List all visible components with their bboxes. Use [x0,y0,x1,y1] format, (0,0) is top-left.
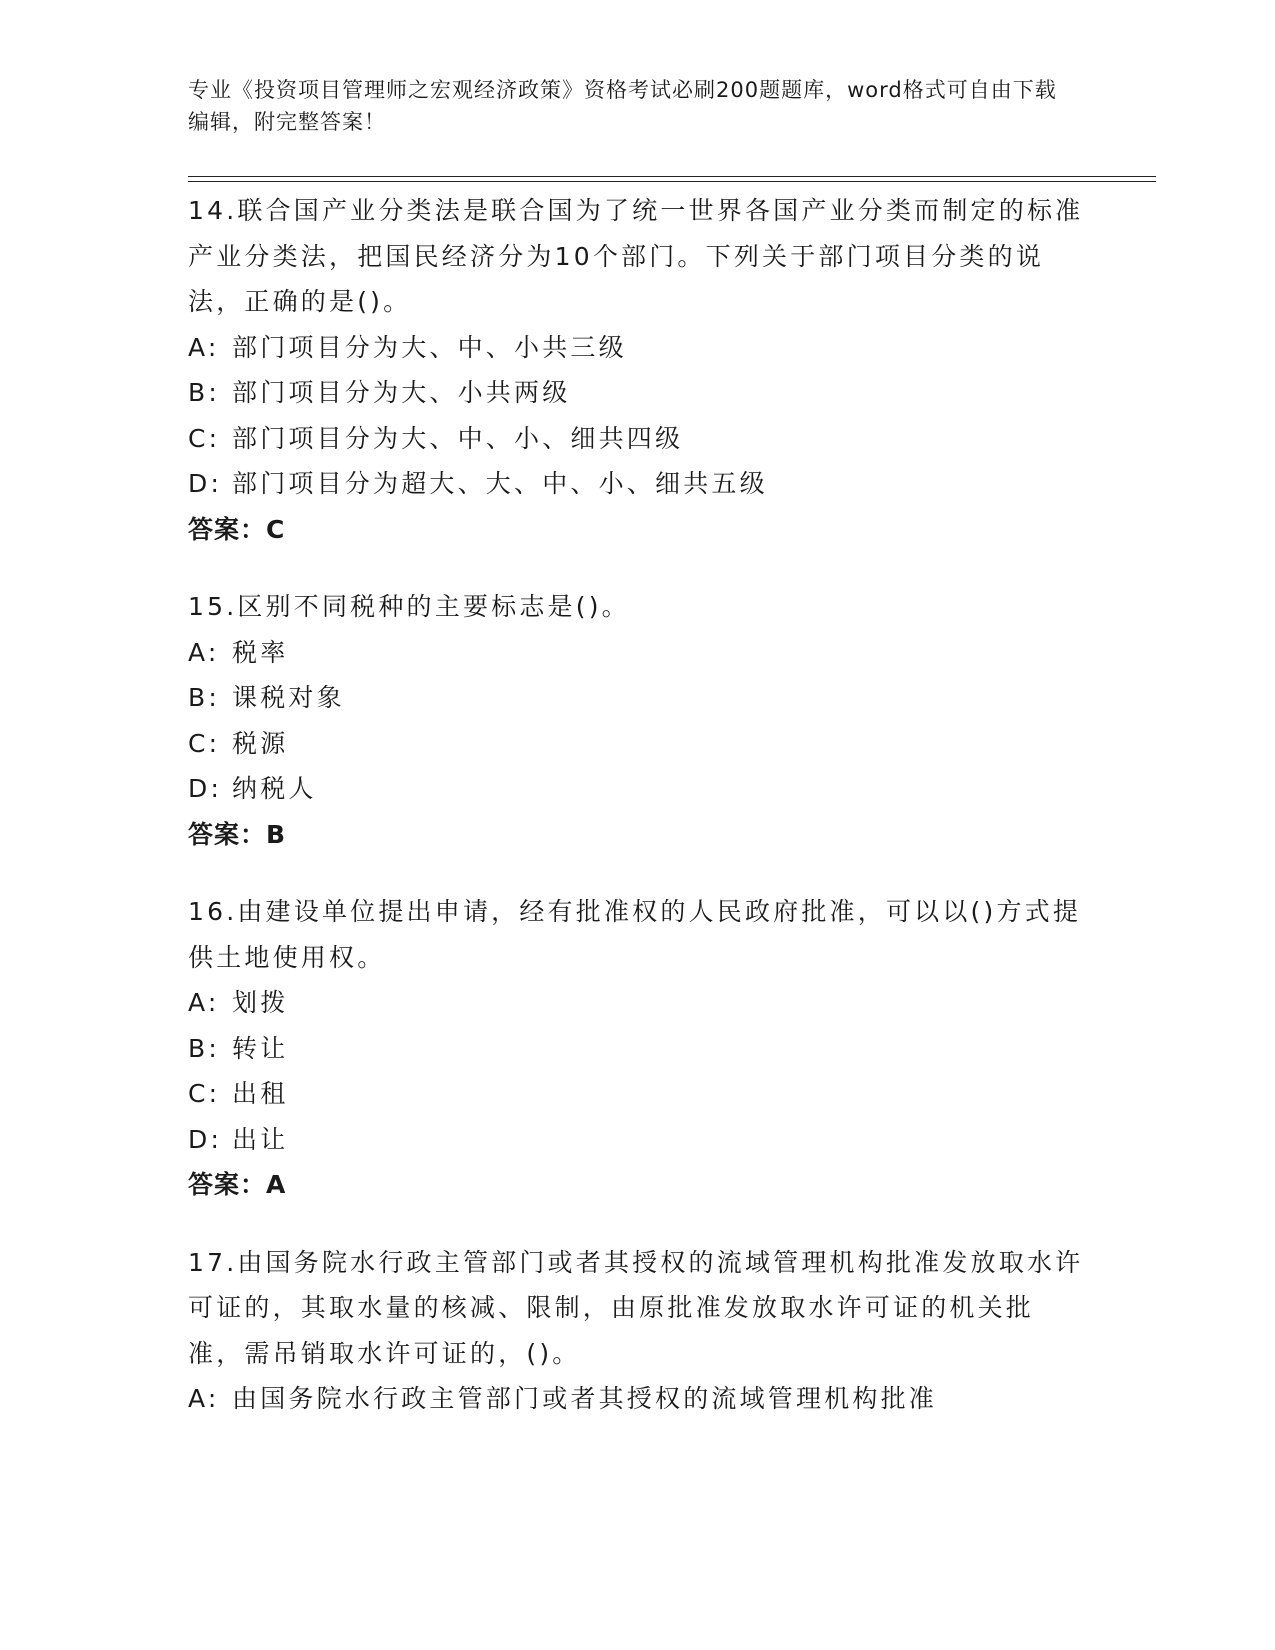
option-text: 部门项目分为大、小共两级 [232,378,571,407]
header-divider-top [188,176,1156,177]
question-15 [188,584,1088,857]
option-text: 划拨 [232,988,289,1017]
option-letter: B: [188,683,220,712]
option-letter: A: [188,988,220,1017]
option-letter: C: [188,728,221,758]
question-stem: 14.联合国产业分类法是联合国为了统一世界各国产业分类而制定的标准产业分类法，把国民经济分为10个部门。下列关于部门项目分类的说法，正确的是()。 [188,196,1084,316]
option-b [188,1026,1088,1072]
option-text: 部门项目分为大、中、小共三级 [232,332,627,362]
option-text: 税源 [232,728,289,758]
option-a [188,980,1088,1026]
option-letter: C: [188,423,221,453]
option-letter: A: [188,332,220,362]
question-14 [188,188,1088,552]
option-d [188,1117,1088,1163]
question-stem: 16.由建设单位提出申请，经有批准权的人民政府批准，可以以()方式提供土地使用权。 [188,897,1082,972]
option-text: 课税对象 [232,683,345,712]
option-d [188,766,1088,812]
option-c [188,416,1088,462]
option-a [188,630,1088,676]
option-b [188,675,1088,721]
question-17 [188,1240,1088,1422]
option-text: 部门项目分为大、中、小、细共四级 [232,423,684,453]
answer-label: 答案：B [188,819,287,849]
option-c [188,721,1088,767]
option-a [188,1376,1088,1422]
question-16 [188,889,1088,1208]
option-a [188,325,1088,371]
option-text: 纳税人 [232,774,317,803]
option-letter: A: [188,1384,220,1413]
question-list [188,188,1088,1454]
option-text: 部门项目分为超大、大、中、小、细共五级 [232,469,768,498]
document-header: 专业《投资项目管理师之宏观经济政策》资格考试必刷200题题库，word格式可自由下载编辑，附完整答案！ [188,78,1057,134]
option-letter: D: [188,774,223,803]
answer-label: 答案：A [188,1170,287,1199]
option-d [188,461,1088,507]
option-letter: B: [188,1033,220,1063]
option-text: 转让 [232,1033,289,1063]
option-text: 税率 [232,637,289,667]
question-stem: 17.由国务院水行政主管部门或者其授权的流域管理机构批准发放取水许可证的，其取水量的核减、限制，由原批准发放取水许可证的机关批准，需吊销取水许可证的，()。 [188,1247,1084,1368]
option-b [188,370,1088,416]
option-letter: B: [188,378,220,407]
question-stem: 15.区别不同税种的主要标志是()。 [188,592,630,621]
option-text: 出租 [232,1079,289,1108]
answer-label: 答案：C [188,514,286,544]
option-c [188,1071,1088,1117]
option-text: 出让 [232,1124,289,1154]
option-letter: C: [188,1079,221,1108]
option-letter: D: [188,1124,223,1154]
option-text: 由国务院水行政主管部门或者其授权的流域管理机构批准 [232,1384,938,1413]
header-divider-bottom [188,181,1156,182]
option-letter: D: [188,469,223,498]
option-letter: A: [188,637,220,667]
